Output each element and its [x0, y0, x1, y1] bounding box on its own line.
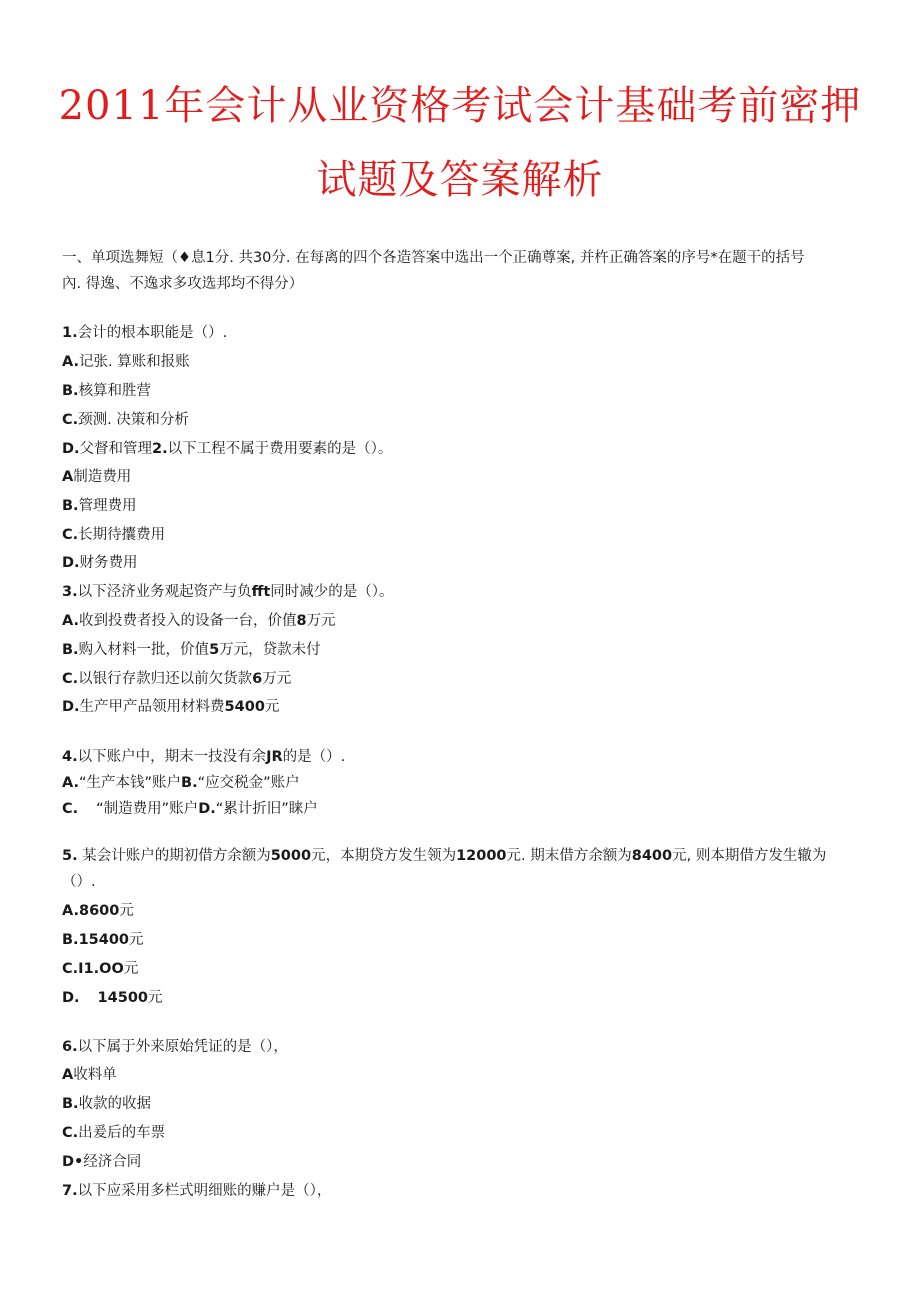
- question-6-option-b: B.收款的收据: [62, 1096, 152, 1112]
- question-5-number: 5.: [62, 848, 78, 864]
- question-5-stem-line-2: （）.: [62, 874, 96, 890]
- document-title-line-2: 试题及答案解析: [316, 157, 604, 203]
- question-4-number: 4.: [62, 749, 78, 765]
- question-3-number: 3.: [62, 584, 78, 600]
- question-5-option-b: B.15400元: [62, 932, 144, 948]
- question-1-number: 1.: [62, 325, 78, 341]
- question-2-stem: 以下工程不属于费用要素的是（）。: [167, 441, 393, 457]
- question-2-option-a: A制造费用: [62, 469, 132, 485]
- document-title-line-1: 2011年会计从业资格考试会计基础考前密押: [58, 83, 862, 129]
- section-instructions-line-1: 一、单项选舞短（♦息1分. 共30分. 在每离的四个各造答案中选出一个正确尊案, 并杵正确答案的序号*在题干的括号: [62, 250, 805, 266]
- question-1-option-b: B.核算和胜营: [62, 383, 152, 399]
- question-2-option-c: C.长期待攮费用: [62, 527, 166, 543]
- question-1-stem: 1.会计的根本职能是（）.: [62, 325, 228, 341]
- question-1-option-c: C.颈测. 决策和分析: [62, 412, 189, 428]
- question-1-option-d: D.父督和管理2.以下工程不属于费用要素的是（）。: [62, 441, 393, 457]
- question-3-stem: 3.以下泾济业务观起资产与负fft同时减少的是（）。: [62, 584, 394, 600]
- question-6-option-d: D•经济合同: [62, 1154, 142, 1170]
- question-4-options-ab: A.“生产本钱”账户B.“应交税金”账户: [62, 775, 300, 791]
- question-7-number: 7.: [62, 1183, 78, 1199]
- section-instructions-line-2: 內. 得逸、不逸求多攻选邦均不得分）: [62, 276, 304, 292]
- question-5-option-d: D. 14500元: [62, 990, 163, 1006]
- question-5-option-a: A.8600元: [62, 903, 134, 919]
- question-3-option-c: C.以银行存款归还以前欠货款6万元: [62, 671, 292, 687]
- question-2-option-b: B.管理费用: [62, 498, 137, 514]
- question-5-stem: 5. 某会计账户的期初借方余额为5000元，本期贷方发生领为12000元. 期末借方余额为8400元, 则本期借方发生辙为: [62, 848, 827, 864]
- question-7-stem: 7.以下应采用多栏式明细账的赚户是（），: [62, 1183, 332, 1199]
- question-3-option-d: D.生产甲产品领用材料费5400元: [62, 699, 280, 715]
- question-3-option-b: B.购入材料一批，价值5万元，贷款未付: [62, 642, 321, 658]
- question-4-stem: 4.以下账户中，期末一技没有余JR的是（）.: [62, 749, 346, 765]
- question-6-stem: 6.以下属于外来原始凭证的是（），: [62, 1039, 288, 1055]
- question-6-option-c: C.出爰后的车票: [62, 1125, 166, 1141]
- question-3-option-a: A.收到投费者投入的设备一台，价值8万元: [62, 613, 336, 629]
- question-2-option-d: D.财务费用: [62, 555, 138, 571]
- question-5-option-c: C.I1.OO元: [62, 961, 139, 977]
- question-1-option-a: A.记张. 算账和报账: [62, 354, 190, 370]
- question-4-options-cd: C. “制造费用”账户D.“累计折旧”睐户: [62, 801, 318, 817]
- question-2-number: 2.: [152, 441, 168, 457]
- question-6-option-a: A收料单: [62, 1067, 117, 1083]
- question-6-number: 6.: [62, 1039, 78, 1055]
